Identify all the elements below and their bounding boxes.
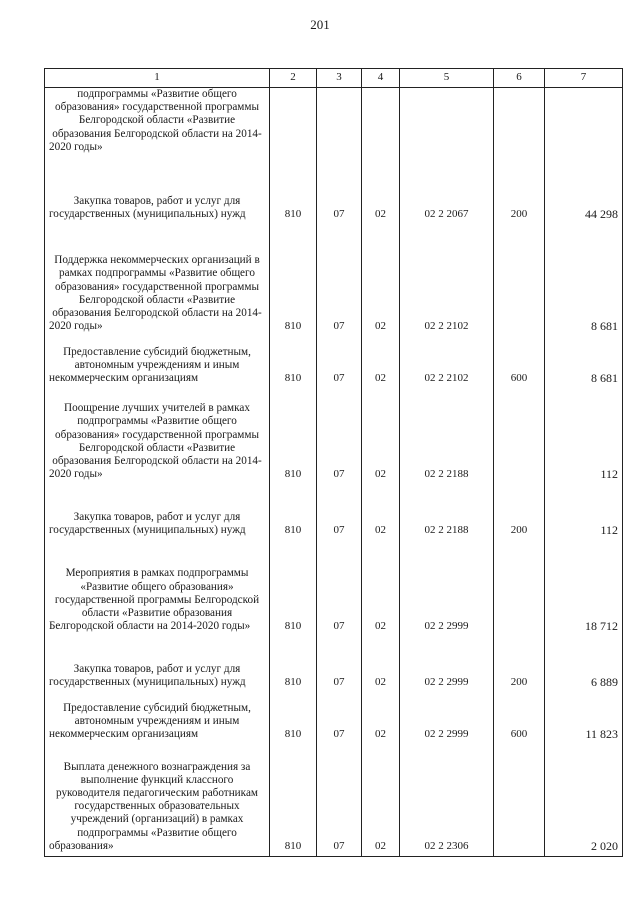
cell-col3: 07	[317, 169, 362, 225]
cell-amount: 18 712	[545, 541, 623, 637]
budget-table	[44, 68, 623, 857]
cell-col5: 02 2 2102	[400, 225, 494, 337]
cell-col3: 07	[317, 337, 362, 389]
row-name: Закупка товаров, работ и услуг для государственных (муниципальных) нужд	[45, 169, 270, 225]
table-row	[45, 745, 623, 857]
table-row	[45, 88, 623, 169]
cell-col4: 02	[362, 485, 400, 541]
cell-col6: 200	[494, 637, 545, 693]
column-header: 3	[317, 69, 362, 88]
cell-amount: 2 020	[545, 745, 623, 857]
row-name: Закупка товаров, работ и услуг для государственных (муниципальных) нужд	[45, 637, 270, 693]
cell-amount: 8 681	[545, 337, 623, 389]
cell-col4: 02	[362, 637, 400, 693]
cell-col2: 810	[270, 637, 317, 693]
column-header: 6	[494, 69, 545, 88]
cell-col3: 07	[317, 745, 362, 857]
cell-col6: 600	[494, 693, 545, 745]
cell-col4: 02	[362, 541, 400, 637]
table-header-row	[45, 69, 623, 88]
column-header: 1	[45, 69, 270, 88]
cell-col5: 02 2 2188	[400, 485, 494, 541]
cell-col6	[494, 541, 545, 637]
cell-col2: 810	[270, 225, 317, 337]
cell-col2	[270, 88, 317, 169]
column-header: 4	[362, 69, 400, 88]
column-header: 5	[400, 69, 494, 88]
cell-col4: 02	[362, 389, 400, 485]
cell-col5: 02 2 2999	[400, 637, 494, 693]
cell-amount: 44 298	[545, 169, 623, 225]
row-name: Поощрение лучших учителей в рамках подпрограммы «Развитие общего образования» государственной программы Белгородской области «Развитие образования Белгородской области на 2014-2020 годы»	[45, 389, 270, 485]
cell-col6: 600	[494, 337, 545, 389]
table-row	[45, 541, 623, 637]
cell-col4: 02	[362, 337, 400, 389]
cell-col5: 02 2 2999	[400, 541, 494, 637]
cell-col5: 02 2 2067	[400, 169, 494, 225]
row-name: Поддержка некоммерческих организаций в рамках подпрограммы «Развитие общего образования» государственной программы Белгородской области «Развитие образования Белгородской области на 2014-2020 годы»	[45, 225, 270, 337]
cell-col3: 07	[317, 693, 362, 745]
cell-amount: 6 889	[545, 637, 623, 693]
cell-amount: 112	[545, 485, 623, 541]
row-name: Закупка товаров, работ и услуг для государственных (муниципальных) нужд	[45, 485, 270, 541]
table-row	[45, 693, 623, 745]
row-name: Предоставление субсидий бюджетным, автономным учреждениям и иным некоммерческим организациям	[45, 693, 270, 745]
cell-col4: 02	[362, 169, 400, 225]
row-name: Выплата денежного вознаграждения за выполнение функций классного руководителя педагогическим работникам государственных образовательных учреждений (организаций) в рамках подпрограммы «Развитие общего образования»	[45, 745, 270, 857]
cell-col4: 02	[362, 225, 400, 337]
cell-amount: 8 681	[545, 225, 623, 337]
cell-col3: 07	[317, 485, 362, 541]
cell-col2: 810	[270, 337, 317, 389]
cell-col2: 810	[270, 169, 317, 225]
cell-col5: 02 2 2306	[400, 745, 494, 857]
table-row	[45, 389, 623, 485]
row-name: подпрограммы «Развитие общего образования» государственной программы Белгородской области «Развитие образования Белгородской области на 2014-2020 годы»	[45, 88, 270, 169]
column-header: 7	[545, 69, 623, 88]
cell-col3: 07	[317, 541, 362, 637]
table-row	[45, 169, 623, 225]
row-name: Предоставление субсидий бюджетным, автономным учреждениям и иным некоммерческим организациям	[45, 337, 270, 389]
cell-amount	[545, 88, 623, 169]
cell-col4: 02	[362, 693, 400, 745]
cell-col5: 02 2 2102	[400, 337, 494, 389]
cell-col6	[494, 225, 545, 337]
cell-col6	[494, 88, 545, 169]
cell-col5: 02 2 2188	[400, 389, 494, 485]
cell-col2: 810	[270, 485, 317, 541]
table-row	[45, 225, 623, 337]
cell-col6: 200	[494, 169, 545, 225]
cell-col3	[317, 88, 362, 169]
cell-amount: 11 823	[545, 693, 623, 745]
cell-col3: 07	[317, 637, 362, 693]
cell-col4: 02	[362, 745, 400, 857]
cell-amount: 112	[545, 389, 623, 485]
cell-col3: 07	[317, 225, 362, 337]
cell-col2: 810	[270, 389, 317, 485]
cell-col3: 07	[317, 389, 362, 485]
row-name: Мероприятия в рамках подпрограммы «Развитие общего образования» государственной программы Белгородской области «Развитие образования Белгородской области на 2014-2020 годы»	[45, 541, 270, 637]
column-header: 2	[270, 69, 317, 88]
cell-col2: 810	[270, 693, 317, 745]
cell-col4	[362, 88, 400, 169]
table-row	[45, 485, 623, 541]
cell-col6	[494, 389, 545, 485]
table-row	[45, 637, 623, 693]
cell-col6	[494, 745, 545, 857]
page-number: 201	[310, 17, 330, 32]
cell-col5	[400, 88, 494, 169]
table-row	[45, 337, 623, 389]
cell-col5: 02 2 2999	[400, 693, 494, 745]
cell-col2: 810	[270, 541, 317, 637]
cell-col6: 200	[494, 485, 545, 541]
cell-col2: 810	[270, 745, 317, 857]
